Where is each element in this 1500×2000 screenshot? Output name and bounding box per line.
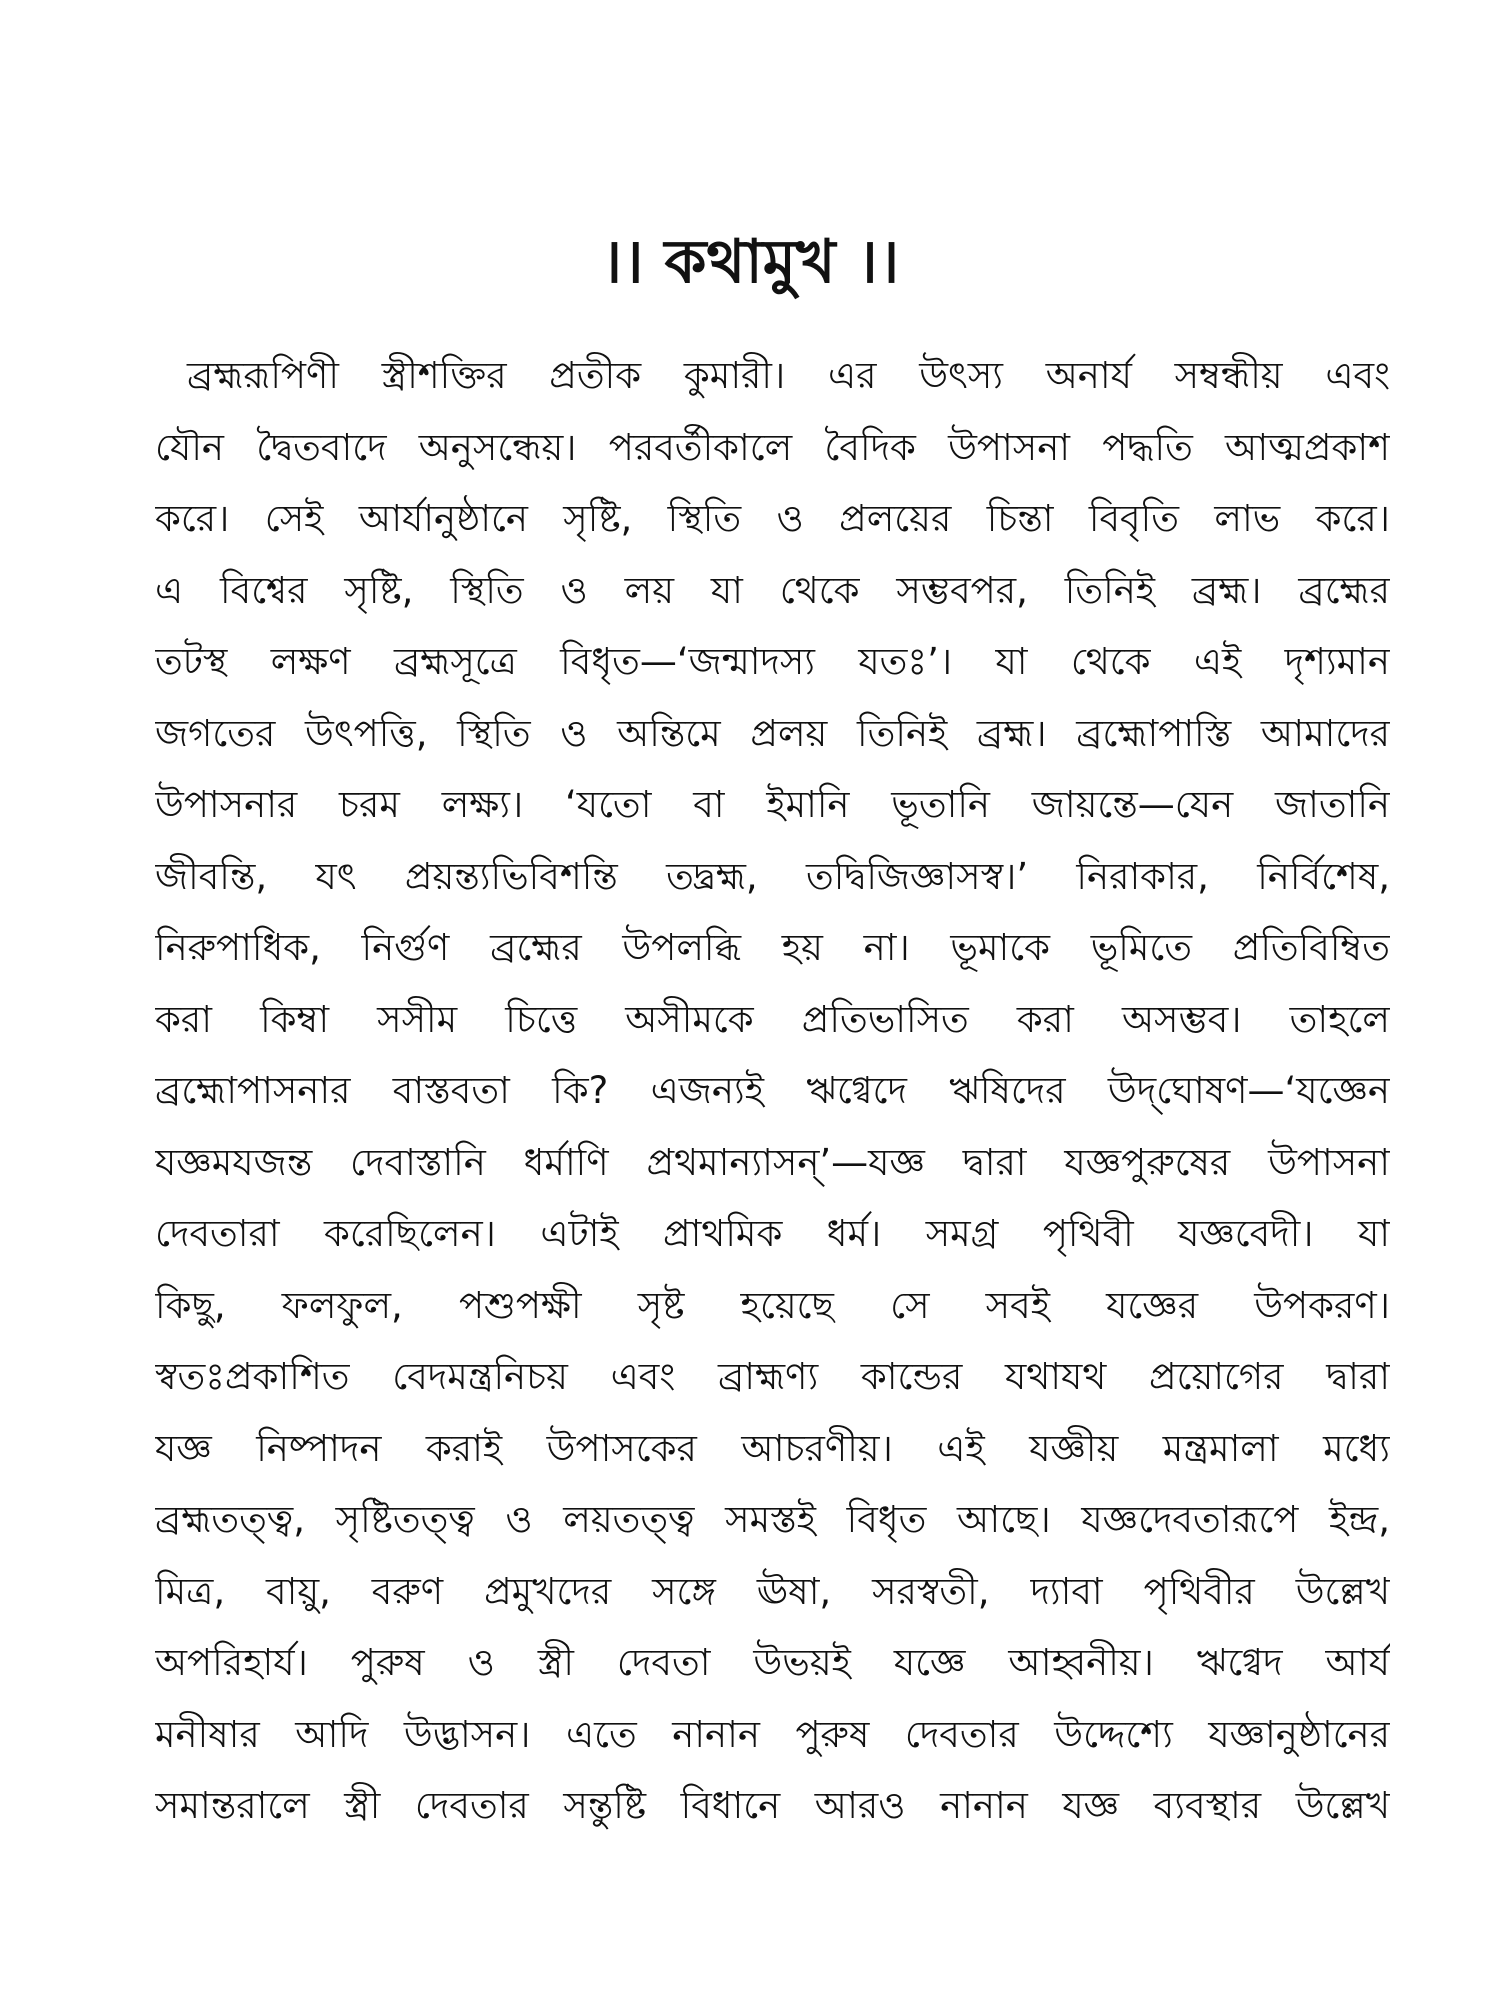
- text-line: যজ্ঞ নিষ্পাদন করাই উপাসকের আচরণীয়। এই যজ্ঞীয় মন্ত্রমালা মধ্যে: [155, 1426, 1390, 1470]
- text-line: দেবতারা করেছিলেন। এটাই প্রাথমিক ধর্ম। সমগ্র পৃথিবী যজ্ঞবেদী। যা: [155, 1212, 1390, 1255]
- text-line: ব্রহ্মোপাসনার বাস্তবতা কি? এজন্যই ঋগ্বেদে ঋষিদের উদ্‌ঘোষণ—‘যজ্ঞেন: [155, 1069, 1390, 1112]
- text-line: যৌন দ্বৈতবাদে অনুসন্ধেয়। পরবর্তীকালে বৈদিক উপাসনা পদ্ধতি আত্মপ্রকাশ: [155, 425, 1390, 469]
- text-line: ব্রহ্মরূপিণী স্ত্রীশক্তির প্রতীক কুমারী। এর উৎস্য অনার্য সম্বন্ধীয় এবং: [187, 354, 1390, 397]
- text-line: ব্রহ্মতত্ত্ব, সৃষ্টিতত্ত্ব ও লয়তত্ত্ব সমস্তই বিধৃত আছে। যজ্ঞদেবতারূপে ইন্দ্র,: [155, 1498, 1390, 1541]
- text-line: করে। সেই আর্যানুষ্ঠানে সৃষ্টি, স্থিতি ও প্রলয়ের চিন্তা বিবৃতি লাভ করে।: [155, 497, 1390, 540]
- text-line: তটস্থ লক্ষণ ব্রহ্মসূত্রে বিধৃত—‘জন্মাদস্য যতঃ’। যা থেকে এই দৃশ্যমান: [155, 640, 1390, 683]
- text-line: মনীষার আদি উদ্ভাসন। এতে নানান পুরুষ দেবতার উদ্দেশ্যে যজ্ঞানুষ্ঠানের: [155, 1712, 1390, 1756]
- text-line: করা কিম্বা সসীম চিত্তে অসীমকে প্রতিভাসিত করা অসম্ভব। তাহলে: [155, 997, 1390, 1041]
- text-line: অপরিহার্য। পুরুষ ও স্ত্রী দেবতা উভয়ই যজ্ঞে আহ্বনীয়। ঋগ্বেদ আর্য: [155, 1641, 1390, 1684]
- text-line: এ বিশ্বের সৃষ্টি, স্থিতি ও লয় যা থেকে সম্ভবপর, তিনিই ব্রহ্ম। ব্রহ্মের: [155, 568, 1390, 612]
- text-line: স্বতঃপ্রকাশিত বেদমন্ত্রনিচয় এবং ব্রাহ্মণ্য কান্ডের যথাযথ প্রয়োগের দ্বারা: [155, 1355, 1390, 1398]
- page-title: ।। কথামুখ ।।: [600, 227, 900, 297]
- text-line: জগতের উৎপত্তি, স্থিতি ও অন্তিমে প্রলয় তিনিই ব্রহ্ম। ব্রহ্মোপাস্তি আমাদের: [155, 711, 1390, 755]
- text-line: নিরুপাধিক, নির্গুণ ব্রহ্মের উপলব্ধি হয় না। ভূমাকে ভূমিতে প্রতিবিম্বিত: [155, 926, 1390, 969]
- text-line: জীবন্তি, যৎ প্রয়ন্ত্যভিবিশন্তি তদ্ব্রহ্ম, তদ্বিজিজ্ঞাসস্ব।’ নিরাকার, নির্বিশেষ,: [155, 854, 1390, 898]
- text-line: মিত্র, বায়ু, বরুণ প্রমুখদের সঙ্গে ঊষা, সরস্বতী, দ্যাবা পৃথিবীর উল্লেখ: [155, 1569, 1390, 1613]
- text-line: যজ্ঞমযজন্ত দেবাস্তানি ধর্মাণি প্রথমান্যাসন্’—যজ্ঞ দ্বারা যজ্ঞপুরুষের উপাসনা: [155, 1140, 1390, 1184]
- text-line: সমান্তরালে স্ত্রী দেবতার সন্তুষ্টি বিধানে আরও নানান যজ্ঞ ব্যবস্থার উল্লেখ: [155, 1784, 1390, 1827]
- text-line: উপাসনার চরম লক্ষ্য। ‘যতো বা ইমানি ভূতানি জায়ন্তে—যেন জাতানি: [155, 783, 1390, 826]
- body-paragraph: [155, 340, 1390, 1842]
- text-line: কিছু, ফলফুল, পশুপক্ষী সৃষ্ট হয়েছে সে সবই যজ্ঞের উপকরণ।: [155, 1283, 1390, 1327]
